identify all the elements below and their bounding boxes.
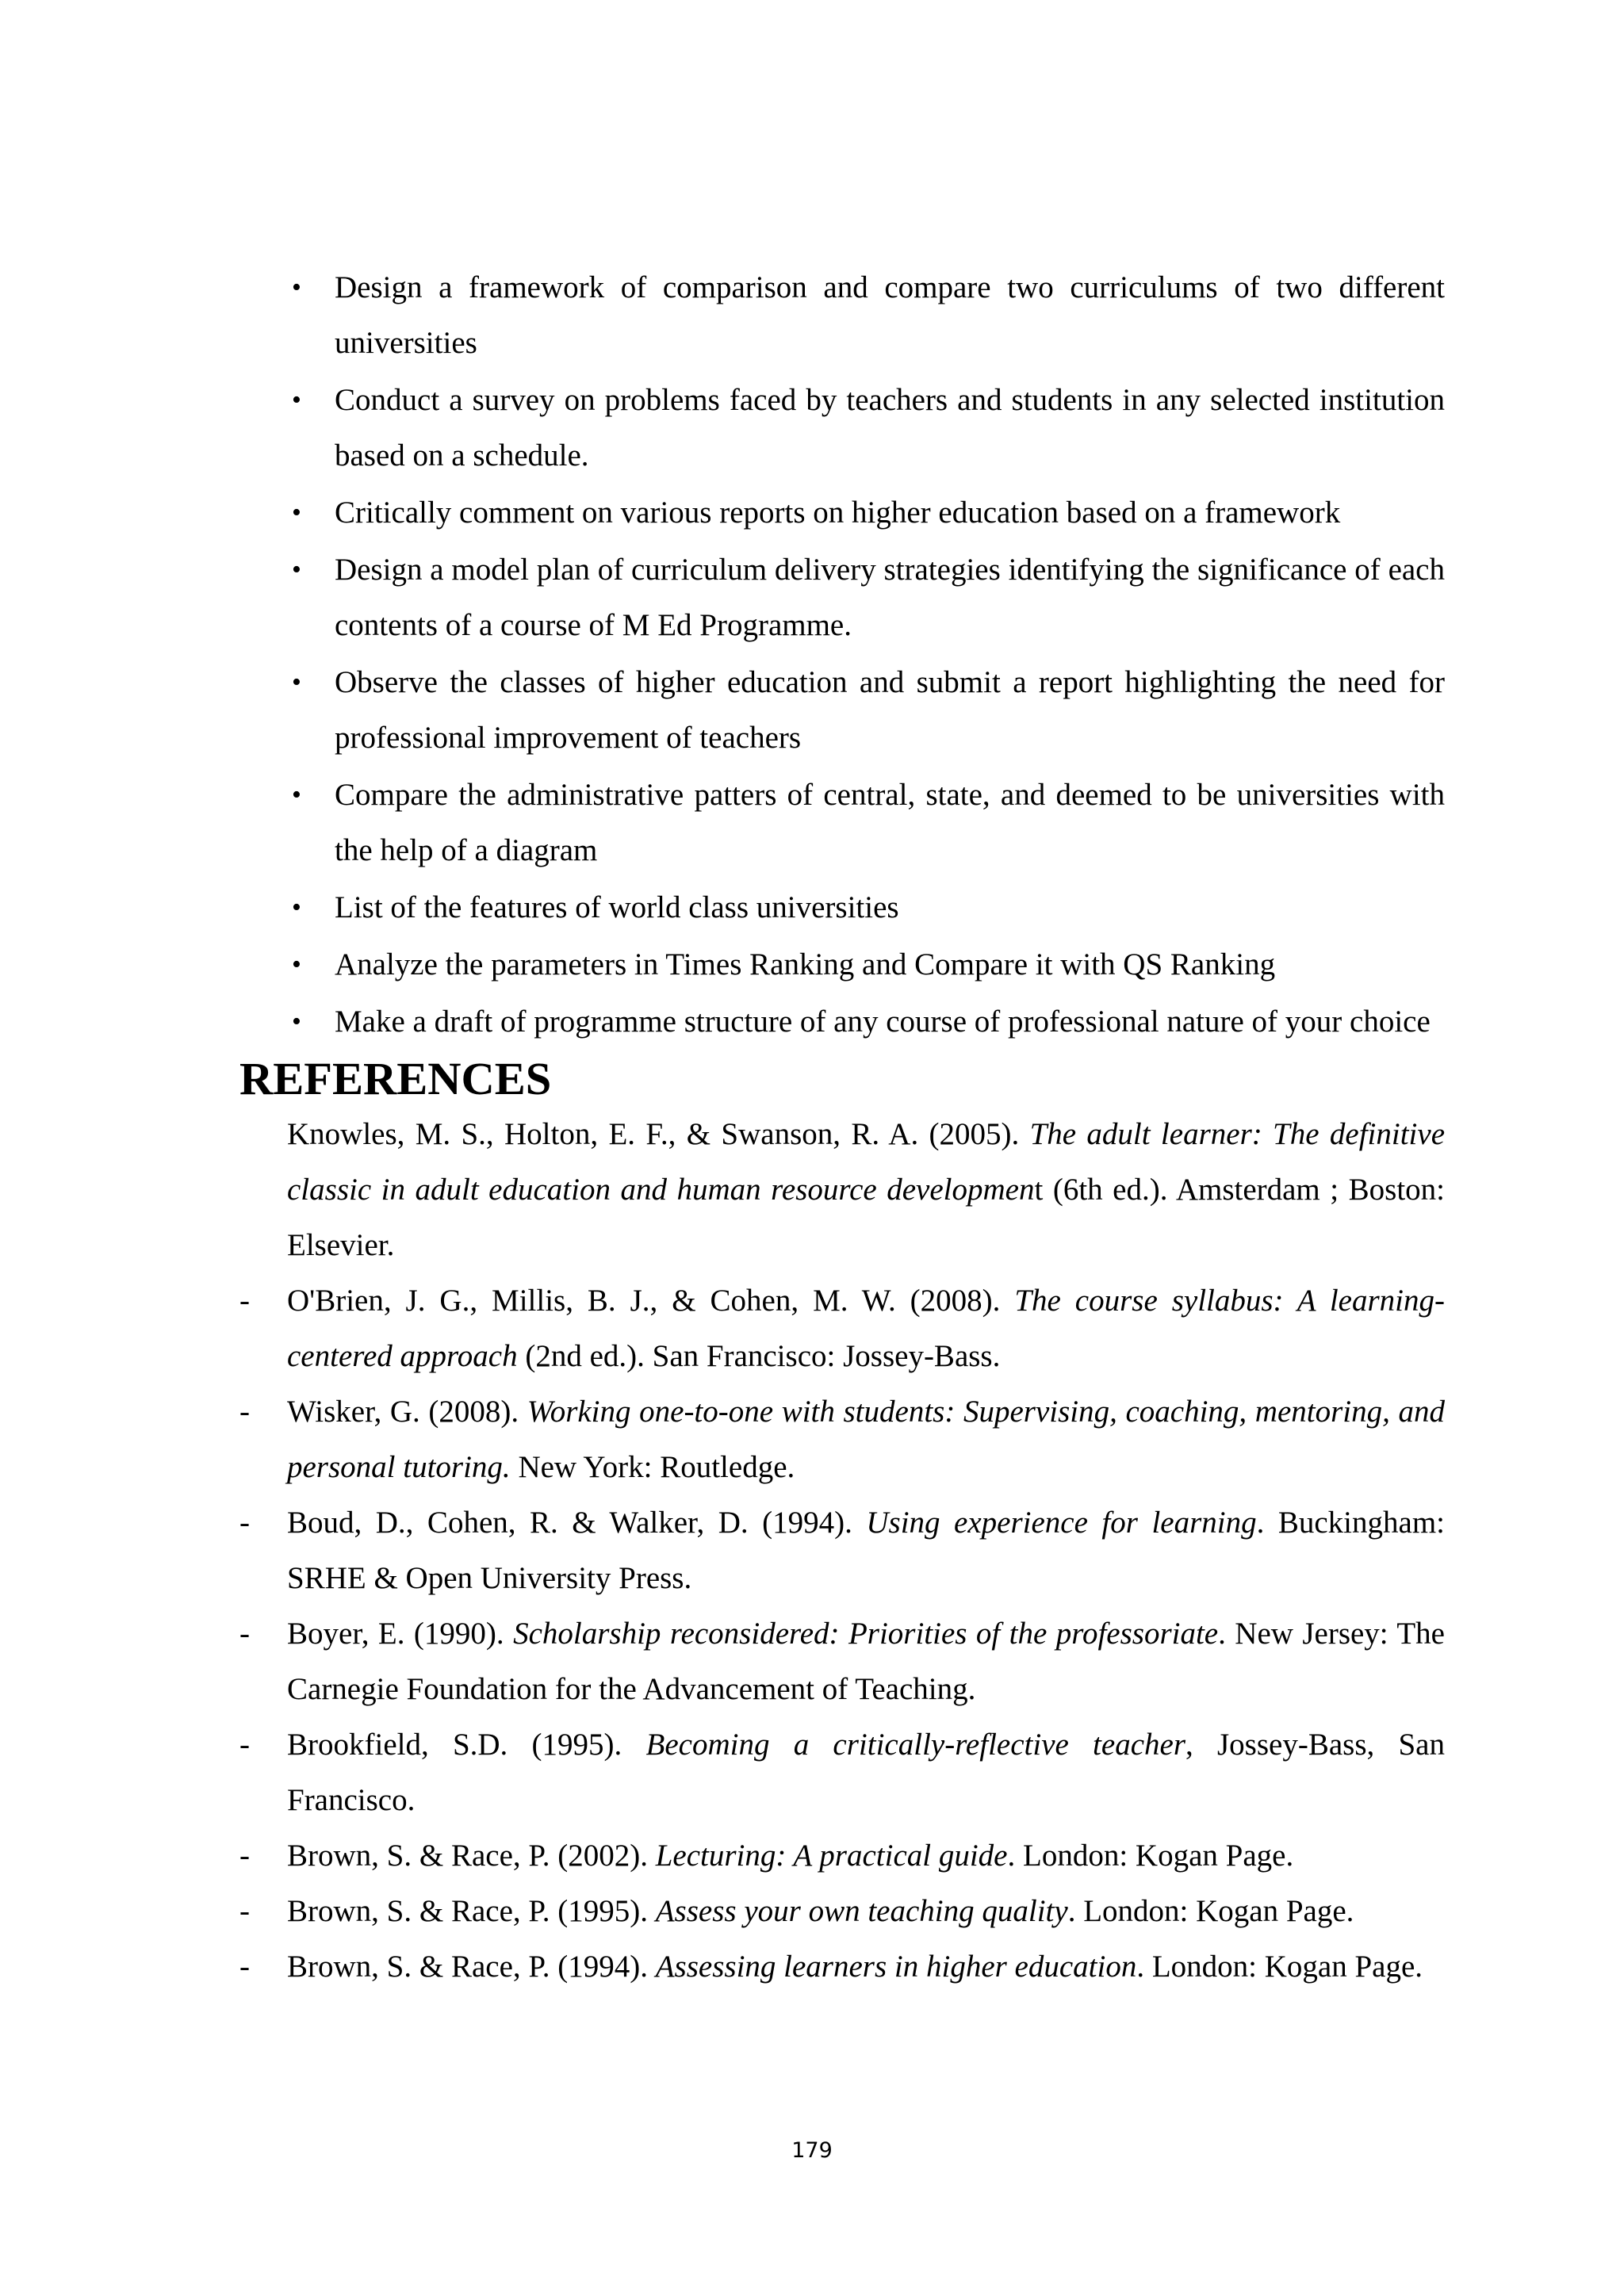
reference-authors: Boyer, E. (1990). bbox=[287, 1617, 514, 1651]
list-item bbox=[239, 655, 1445, 766]
list-item-text: Design a model plan of curriculum delivery strategies identifying the significance of each contents of a course of M Ed Programme. bbox=[335, 553, 1445, 642]
reference-title: Scholarship reconsidered: Priorities of the professoriate bbox=[513, 1617, 1219, 1651]
reference-authors: Brown, S. & Race, P. (2002). bbox=[287, 1839, 656, 1873]
reference-marker: - bbox=[239, 1839, 250, 1873]
reference-authors: Brookfield, S.D. (1995). bbox=[287, 1728, 646, 1762]
bullet-icon: • bbox=[292, 950, 301, 979]
list-item bbox=[239, 485, 1445, 541]
reference-authors: Brown, S. & Race, P. (1995). bbox=[287, 1894, 656, 1928]
page-content bbox=[239, 260, 1445, 1995]
bullet-icon: • bbox=[292, 498, 301, 527]
bullet-icon: • bbox=[292, 273, 301, 302]
reference-marker: - bbox=[239, 1894, 250, 1928]
reference-title: The adult learner: The definitive classic in adult education and human resource developmen bbox=[287, 1117, 1446, 1207]
page-number: 179 bbox=[791, 2138, 833, 2163]
reference-item bbox=[239, 1495, 1445, 1606]
reference-marker: - bbox=[239, 1506, 250, 1540]
reference-title: The course syllabus: A learning-centered approach bbox=[287, 1284, 1445, 1373]
list-item bbox=[239, 542, 1445, 653]
reference-title: Assess your own teaching quality bbox=[655, 1894, 1068, 1928]
bullet-icon: • bbox=[292, 1007, 301, 1036]
bullet-icon: • bbox=[292, 385, 301, 415]
reference-authors: Knowles, M. S., Holton, E. F., & Swanson, R. A. (2005). bbox=[287, 1117, 1030, 1151]
reference-marker: - bbox=[239, 1728, 250, 1762]
list-item bbox=[239, 994, 1445, 1050]
list-item bbox=[239, 373, 1445, 484]
reference-item bbox=[239, 1273, 1445, 1384]
references-list bbox=[239, 1107, 1445, 1995]
reference-publisher: . London: Kogan Page. bbox=[1067, 1894, 1354, 1928]
reference-marker: - bbox=[239, 1284, 250, 1318]
reference-marker: - bbox=[239, 1617, 250, 1651]
reference-item bbox=[239, 1606, 1445, 1717]
reference-item bbox=[239, 1384, 1445, 1495]
reference-publisher: . Buckingham: SRHE & Open University Press. bbox=[287, 1506, 1445, 1595]
list-item-text: Make a draft of programme structure of any course of professional nature of your choice bbox=[335, 1004, 1431, 1039]
list-item-text: List of the features of world class universities bbox=[335, 890, 899, 924]
references-heading: REFERENCES bbox=[239, 1053, 552, 1104]
reference-authors: Brown, S. & Race, P. (1994). bbox=[287, 1950, 656, 1984]
list-item-text: Conduct a survey on problems faced by teachers and students in any selected institution based on a schedule. bbox=[335, 383, 1445, 473]
list-item-text: Observe the classes of higher education and submit a report highlighting the need for professional improvement of teachers bbox=[335, 665, 1445, 755]
list-item bbox=[239, 767, 1445, 878]
reference-marker: - bbox=[239, 1950, 250, 1984]
reference-title: Assessing learners in higher education bbox=[655, 1950, 1137, 1984]
list-item bbox=[239, 260, 1445, 371]
list-item bbox=[239, 937, 1445, 993]
reference-publisher: , Jossey-Bass, San Francisco. bbox=[287, 1728, 1445, 1817]
list-item bbox=[239, 880, 1445, 936]
reference-publisher: t (6th ed.). Amsterdam ; Boston: Elsevier. bbox=[287, 1173, 1445, 1262]
reference-title: Working one-to-one with students: Supervising, coaching, mentoring, and personal tutoring. bbox=[287, 1395, 1446, 1484]
reference-item bbox=[239, 1884, 1445, 1939]
reference-publisher: . London: Kogan Page. bbox=[1136, 1950, 1423, 1984]
list-item-text: Critically comment on various reports on higher education based on a framework bbox=[335, 496, 1341, 530]
reference-authors: Wisker, G. (2008). bbox=[287, 1395, 527, 1429]
reference-item bbox=[239, 1939, 1445, 1995]
reference-publisher: New York: Routledge. bbox=[510, 1450, 795, 1484]
reference-publisher: . London: Kogan Page. bbox=[1007, 1839, 1294, 1873]
bullet-icon: • bbox=[292, 668, 301, 697]
reference-publisher: (2nd ed.). San Francisco: Jossey-Bass. bbox=[517, 1339, 1001, 1373]
list-item-text: Compare the administrative patters of central, state, and deemed to be universities with the help of a diagram bbox=[335, 778, 1445, 867]
reference-title: Becoming a critically-reflective teacher bbox=[645, 1728, 1186, 1762]
reference-title: Lecturing: A practical guide bbox=[655, 1839, 1008, 1873]
reference-publisher: . New Jersey: The Carnegie Foundation for the Advancement of Teaching. bbox=[287, 1617, 1445, 1706]
reference-item bbox=[239, 1107, 1445, 1273]
activity-list bbox=[239, 260, 1445, 1050]
bullet-icon: • bbox=[292, 893, 301, 922]
reference-authors: Boud, D., Cohen, R. & Walker, D. (1994). bbox=[287, 1506, 867, 1540]
reference-title: Using experience for learning bbox=[866, 1506, 1257, 1540]
list-item-text: Design a framework of comparison and compare two curriculums of two different universities bbox=[335, 270, 1445, 360]
reference-item bbox=[239, 1717, 1445, 1828]
reference-authors: O'Brien, J. G., Millis, B. J., & Cohen, M. W. (2008). bbox=[287, 1284, 1015, 1318]
bullet-icon: • bbox=[292, 780, 301, 809]
reference-item bbox=[239, 1828, 1445, 1884]
bullet-icon: • bbox=[292, 555, 301, 584]
list-item-text: Analyze the parameters in Times Ranking and Compare it with QS Ranking bbox=[335, 947, 1276, 982]
reference-marker: - bbox=[239, 1395, 250, 1429]
